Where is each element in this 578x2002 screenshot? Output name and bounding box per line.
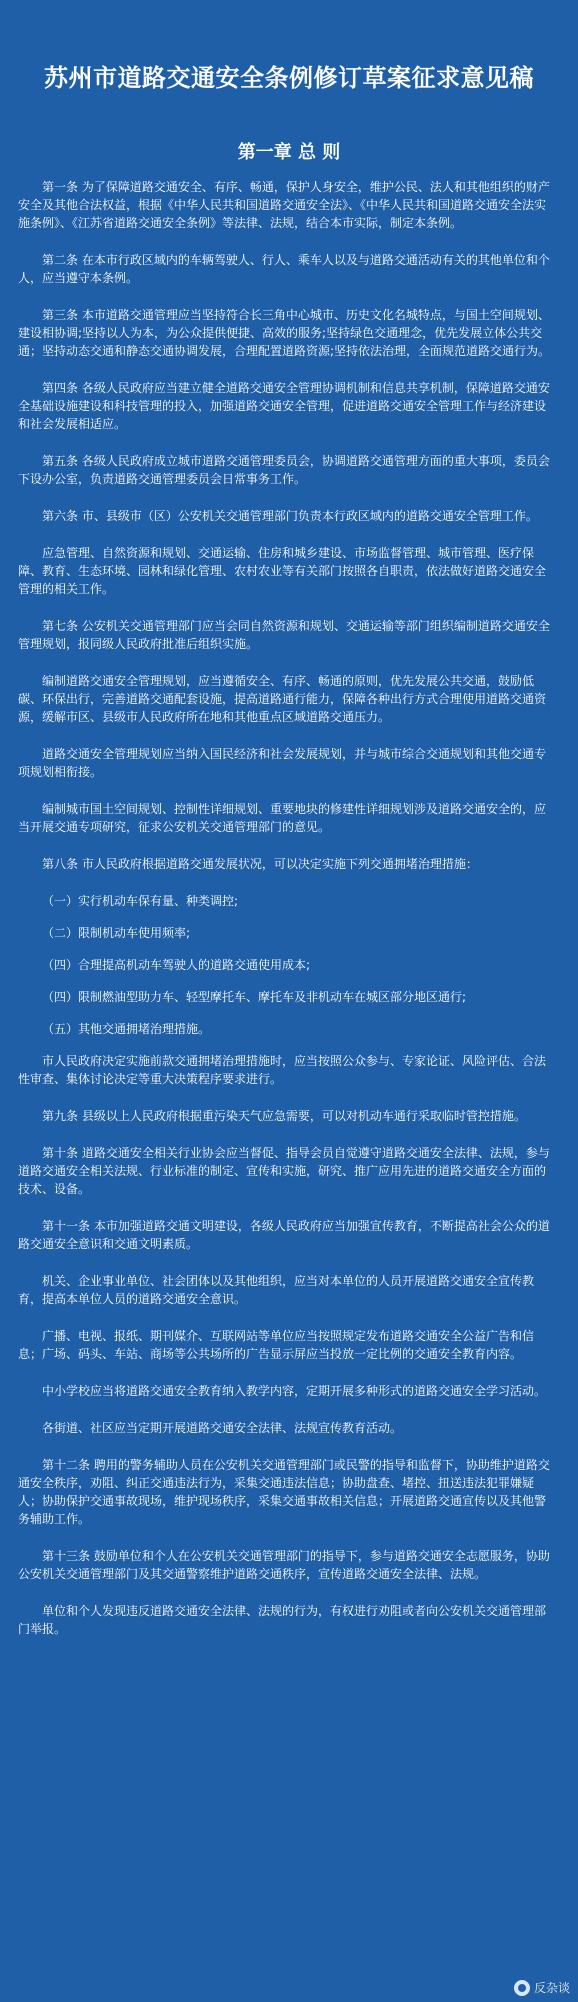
paragraph: 第十一条 本市加强道路交通文明建设，各级人民政府应当加强宣传教育，不断提高社会公众的道路交通安全意识和交通文明素质。 — [18, 1219, 550, 1251]
chapter-heading: 第一章 总 则 — [237, 142, 341, 163]
paragraph: 道路交通安全管理规划应当纳入国民经济和社会发展规划，并与城市综合交通规划和其他交通专项规划相衔接。 — [18, 747, 547, 779]
paragraph: （五）其他交通拥堵治理措施。 — [42, 1022, 211, 1036]
paragraph: （一）实行机动车保有量、种类调控; — [42, 894, 239, 908]
paragraph: （四）限制燃油型助力车、轻型摩托车、摩托车及非机动车在城区部分地区通行; — [42, 990, 467, 1004]
paragraph: 编制道路交通安全管理规划，应当遵循安全、有序、畅通的原则，优先发展公共交通，鼓励低碳、环保出行，完善道路交通配套设施，提高道路通行能力，保障各种出行方式合理使用道路交通资源，缓解市区、县级市人民政府所在地和其他重点区域道路交通压力。 — [18, 674, 547, 724]
paragraph: 广播、电视、报纸、期刊媒介、互联网站等单位应当按照规定发布道路交通安全公益广告和信息；广场、码头、车站、商场等公共场所的广告显示屏应当投放一定比例的交通安全教育内容。 — [18, 1329, 535, 1361]
document-body — [18, 178, 556, 1657]
paragraph: 中小学校应当将道路交通安全教育纳入教学内容，定期开展多种形式的道路交通安全学习活动。 — [42, 1384, 547, 1398]
paragraph: 第十二条 聘用的警务辅助人员在公安机关交通管理部门或民警的指导和监督下，协助维护道路交通安全秩序，劝阻、纠正交通违法行为，采集交通违法信息；协助盘查、堵控、扭送违法犯罪嫌疑人；协助保护交通事故现场，维护现场秩序，采集交通事故相关信息；开展道路交通宣传以及其他警务辅助工作。 — [18, 1458, 550, 1526]
watermark-text: 反杂谈 — [533, 1981, 570, 1995]
paragraph: 应急管理、自然资源和规划、交通运输、住房和城乡建设、市场监督管理、城市管理、医疗保障、教育、生态环境、园林和绿化管理、农村农业等有关部门按照各自职责，依法做好道路交通安全管理的相关工作。 — [18, 546, 547, 596]
paragraph: 单位和个人发现违反道路交通安全法律、法规的行为，有权进行劝阻或者向公安机关交通管理部门举报。 — [18, 1604, 547, 1636]
watermark — [514, 1979, 570, 1996]
paragraph: 第一条 为了保障道路交通安全、有序、畅通，保护人身安全，维护公民、法人和其他组织的财产安全及其他合法权益，根据《中华人民共和国道路交通安全法》、《中华人民共和国道路交通安全法实施条例》、《江苏省道路交通安全条例》等法律、法规，结合本市实际，制定本条例。 — [18, 180, 550, 230]
paragraph: 各街道、社区应当定期开展道路交通安全法律、法规宣传教育活动。 — [42, 1421, 403, 1435]
paragraph: 第五条 各级人民政府成立城市道路交通管理委员会，协调道路交通管理方面的重大事项，委员会下设办公室，负责道路交通管理委员会日常事务工作。 — [18, 454, 550, 486]
paragraph: 机关、企业事业单位、社会团体以及其他组织，应当对本单位的人员开展道路交通安全宣传教育，提高本单位人员的道路交通安全意识。 — [18, 1274, 535, 1306]
document-title: 苏州市道路交通安全条例修订草案征求意见稿 — [44, 64, 534, 92]
paragraph: （二）限制机动车使用频率; — [42, 926, 191, 940]
paragraph: 第六条 市、县级市（区）公安机关交通管理部门负责本行政区域内的道路交通安全管理工作。 — [42, 509, 538, 523]
watermark-logo-icon — [514, 1980, 530, 1996]
paragraph: 第二条 在本市行政区域内的车辆驾驶人、行人、乘车人以及与道路交通活动有关的其他单位和个人，应当遵守本条例。 — [18, 253, 550, 285]
paragraph: 第九条 县级以上人民政府根据重污染天气应急需要，可以对机动车通行采取临时管控措施。 — [42, 1109, 526, 1123]
paragraph: 编制城市国土空间规划、控制性详细规划、重要地块的修建性详细规划涉及道路交通安全的，应当开展交通专项研究，征求公安机关交通管理部门的意见。 — [18, 802, 547, 834]
paragraph: 第三条 本市道路交通管理应当坚持符合长三角中心城市、历史文化名城特点，与国土空间规划、建设相协调;坚持以人为本，为公众提供便捷、高效的服务;坚持绿色交通理念，优先发展立体公共交通；坚持动态交通和静态交通协调发展，合理配置道路资源;坚持依法治理，全面规范道路交通行为。 — [18, 308, 551, 358]
paragraph: 市人民政府决定实施前款交通拥堵治理措施时，应当按照公众参与、专家论证、风险评估、合法性审查、集体讨论决定等重大决策程序要求进行。 — [18, 1054, 547, 1086]
paragraph: （四）合理提高机动车驾驶人的道路交通使用成本; — [42, 958, 311, 972]
paragraph: 第十三条 鼓励单位和个人在公安机关交通管理部门的指导下，参与道路交通安全志愿服务，协助公安机关交通管理部门及其交通警察维护道路交通秩序，宣传道路交通安全法律、法规。 — [18, 1549, 550, 1581]
paragraph: 第四条 各级人民政府应当建立健全道路交通安全管理协调机制和信息共享机制，保障道路交通安全基础设施建设和科技管理的投入，加强道路交通安全管理，促进道路交通安全管理工作与经济建设和社会发展相适应。 — [18, 381, 550, 431]
paragraph: 第七条 公安机关交通管理部门应当会同自然资源和规划、交通运输等部门组织编制道路交通安全管理规划，报同级人民政府批准后组织实施。 — [18, 619, 550, 651]
paragraph: 第八条 市人民政府根据道路交通发展状况，可以决定实施下列交通拥堵治理措施： — [42, 857, 478, 871]
paragraph: 第十条 道路交通安全相关行业协会应当督促、指导会员自觉遵守道路交通安全法律、法规，参与道路交通安全相关法规、行业标准的制定、宣传和实施，研究、推广应用先进的道路交通安全方面的技术、设备。 — [18, 1146, 550, 1196]
